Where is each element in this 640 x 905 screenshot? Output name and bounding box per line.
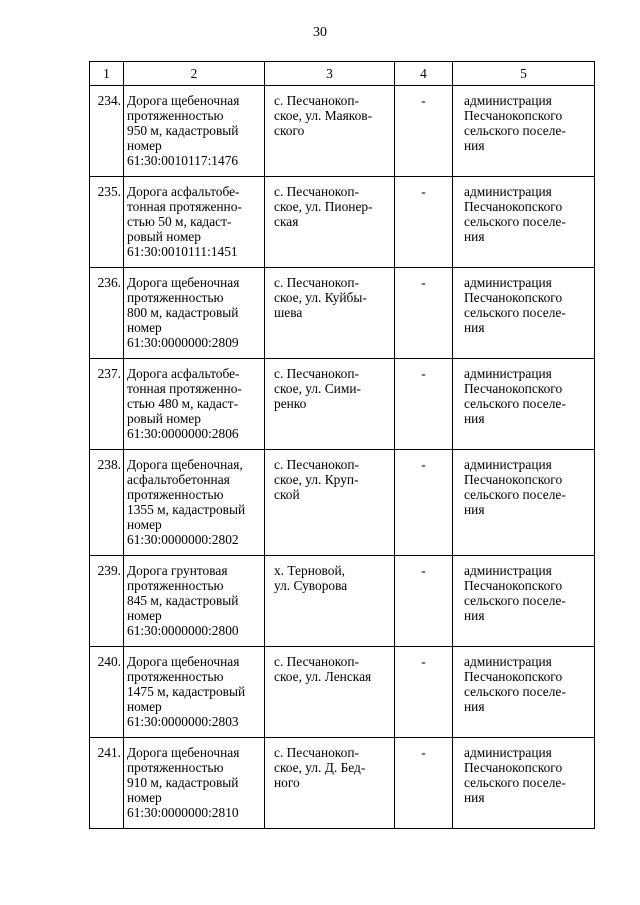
address-line: с. Песчанокоп- bbox=[274, 93, 359, 108]
owner-cell bbox=[453, 738, 595, 829]
owner-line: администрация bbox=[464, 275, 552, 290]
owner-line: ния bbox=[464, 790, 485, 805]
owner-line: ния bbox=[464, 699, 485, 714]
registry-body bbox=[90, 86, 595, 829]
owner-line: ния bbox=[464, 411, 485, 426]
object-name-line: 61:30:0000000:2803 bbox=[127, 714, 239, 729]
object-name-line: 910 м, кадастровый bbox=[127, 775, 239, 790]
owner-line: сельского поселе- bbox=[464, 214, 566, 229]
address-line: ское, ул. Круп- bbox=[274, 472, 359, 487]
address-line: ское, ул. Сими- bbox=[274, 381, 361, 396]
row-number-cell: 236. bbox=[90, 268, 124, 359]
object-name-line: 61:30:0000000:2800 bbox=[127, 623, 239, 638]
row-number-cell: 240. bbox=[90, 647, 124, 738]
object-name-cell bbox=[124, 556, 265, 647]
table-row bbox=[90, 359, 595, 450]
owner-line: администрация bbox=[464, 654, 552, 669]
rights-cell: - bbox=[395, 450, 453, 556]
owner-line: ния bbox=[464, 229, 485, 244]
object-name-line: номер bbox=[127, 517, 162, 532]
object-name-cell bbox=[124, 86, 265, 177]
owner-line: администрация bbox=[464, 563, 552, 578]
address-line: с. Песчанокоп- bbox=[274, 366, 359, 381]
object-name-line: Дорога грунтовая bbox=[127, 563, 228, 578]
owner-line: сельского поселе- bbox=[464, 396, 566, 411]
object-name-cell bbox=[124, 647, 265, 738]
table-row bbox=[90, 738, 595, 829]
owner-line: Песчанокопского bbox=[464, 669, 563, 684]
object-name-line: тонная протяженно- bbox=[127, 381, 242, 396]
owner-line: сельского поселе- bbox=[464, 775, 566, 790]
page-number: 30 bbox=[313, 25, 327, 40]
owner-line: ния bbox=[464, 320, 485, 335]
owner-line: ния bbox=[464, 608, 485, 623]
object-name-line: ровый номер bbox=[127, 411, 201, 426]
row-number-cell: 237. bbox=[90, 359, 124, 450]
table-row bbox=[90, 268, 595, 359]
object-name-line: 61:30:0000000:2802 bbox=[127, 532, 239, 547]
table-row bbox=[90, 647, 595, 738]
owner-line: ния bbox=[464, 138, 485, 153]
owner-line: администрация bbox=[464, 366, 552, 381]
address-line: с. Песчанокоп- bbox=[274, 654, 359, 669]
address-line: ного bbox=[274, 775, 300, 790]
column-header-4: 4 bbox=[395, 62, 453, 86]
object-name-line: Дорога асфальтобе- bbox=[127, 366, 240, 381]
object-name-line: 1475 м, кадастровый bbox=[127, 684, 246, 699]
row-number-cell: 241. bbox=[90, 738, 124, 829]
rights-cell: - bbox=[395, 556, 453, 647]
owner-cell bbox=[453, 359, 595, 450]
object-name-line: 1355 м, кадастровый bbox=[127, 502, 246, 517]
object-name-line: 800 м, кадастровый bbox=[127, 305, 239, 320]
column-header-1: 1 bbox=[90, 62, 124, 86]
owner-line: Песчанокопского bbox=[464, 472, 563, 487]
rights-cell: - bbox=[395, 86, 453, 177]
address-cell bbox=[265, 86, 395, 177]
address-cell bbox=[265, 738, 395, 829]
object-name-line: стью 480 м, кадаст- bbox=[127, 396, 239, 411]
object-name-line: Дорога щебеночная bbox=[127, 275, 240, 290]
address-line: ское, ул. Маяков- bbox=[274, 108, 373, 123]
table-row bbox=[90, 450, 595, 556]
owner-line: Песчанокопского bbox=[464, 760, 563, 775]
row-number-cell: 235. bbox=[90, 177, 124, 268]
object-name-line: Дорога щебеночная bbox=[127, 654, 240, 669]
column-header-5: 5 bbox=[453, 62, 595, 86]
object-name-line: 61:30:0010117:1476 bbox=[127, 153, 239, 168]
object-name-line: номер bbox=[127, 608, 162, 623]
owner-line: ния bbox=[464, 502, 485, 517]
owner-cell bbox=[453, 556, 595, 647]
object-name-cell bbox=[124, 359, 265, 450]
owner-line: администрация bbox=[464, 184, 552, 199]
owner-cell bbox=[453, 86, 595, 177]
object-name-line: асфальтобетонная bbox=[127, 472, 230, 487]
object-name-line: номер bbox=[127, 138, 162, 153]
address-cell bbox=[265, 359, 395, 450]
table-row bbox=[90, 556, 595, 647]
address-line: ская bbox=[274, 214, 299, 229]
owner-line: сельского поселе- bbox=[464, 593, 566, 608]
address-line: ул. Суворова bbox=[274, 578, 348, 593]
object-name-line: номер bbox=[127, 790, 162, 805]
table-row bbox=[90, 86, 595, 177]
owner-line: Песчанокопского bbox=[464, 381, 563, 396]
address-cell bbox=[265, 450, 395, 556]
object-name-line: ровый номер bbox=[127, 229, 201, 244]
table-row bbox=[90, 177, 595, 268]
address-line: с. Песчанокоп- bbox=[274, 745, 359, 760]
object-name-line: тонная протяженно- bbox=[127, 199, 242, 214]
owner-line: администрация bbox=[464, 745, 552, 760]
column-header-2: 2 bbox=[124, 62, 265, 86]
object-name-line: 61:30:0000000:2809 bbox=[127, 335, 239, 350]
address-line: с. Песчанокоп- bbox=[274, 457, 359, 472]
object-name-line: протяженностью bbox=[127, 108, 224, 123]
address-line: ское, ул. Пионер- bbox=[274, 199, 373, 214]
registry-table bbox=[89, 61, 595, 829]
address-line: ренко bbox=[274, 396, 307, 411]
owner-line: сельского поселе- bbox=[464, 305, 566, 320]
owner-line: администрация bbox=[464, 93, 552, 108]
owner-cell bbox=[453, 450, 595, 556]
address-cell bbox=[265, 647, 395, 738]
owner-line: Песчанокопского bbox=[464, 199, 563, 214]
object-name-line: протяженностью bbox=[127, 760, 224, 775]
address-cell bbox=[265, 268, 395, 359]
object-name-cell bbox=[124, 268, 265, 359]
rights-cell: - bbox=[395, 359, 453, 450]
object-name-line: 950 м, кадастровый bbox=[127, 123, 239, 138]
object-name-line: Дорога асфальтобе- bbox=[127, 184, 240, 199]
address-line: с. Песчанокоп- bbox=[274, 275, 359, 290]
address-line: ское, ул. Куйбы- bbox=[274, 290, 367, 305]
owner-line: сельского поселе- bbox=[464, 487, 566, 502]
object-name-cell bbox=[124, 738, 265, 829]
owner-cell bbox=[453, 268, 595, 359]
rights-cell: - bbox=[395, 268, 453, 359]
object-name-line: номер bbox=[127, 699, 162, 714]
address-line: ской bbox=[274, 487, 300, 502]
object-name-line: протяженностью bbox=[127, 578, 224, 593]
object-name-line: 61:30:0010111:1451 bbox=[127, 244, 238, 259]
owner-cell bbox=[453, 177, 595, 268]
owner-line: Песчанокопского bbox=[464, 290, 563, 305]
object-name-line: 61:30:0000000:2810 bbox=[127, 805, 239, 820]
object-name-line: 61:30:0000000:2806 bbox=[127, 426, 239, 441]
rights-cell: - bbox=[395, 177, 453, 268]
object-name-line: стью 50 м, кадаст- bbox=[127, 214, 232, 229]
object-name-line: протяженностью bbox=[127, 290, 224, 305]
header-row bbox=[90, 62, 595, 86]
object-name-line: 845 м, кадастровый bbox=[127, 593, 239, 608]
address-line: ское, ул. Д. Бед- bbox=[274, 760, 366, 775]
address-line: шева bbox=[274, 305, 303, 320]
address-cell bbox=[265, 177, 395, 268]
address-line: ского bbox=[274, 123, 305, 138]
address-line: ское, ул. Ленская bbox=[274, 669, 372, 684]
owner-line: Песчанокопского bbox=[464, 578, 563, 593]
owner-line: сельского поселе- bbox=[464, 123, 566, 138]
owner-line: администрация bbox=[464, 457, 552, 472]
owner-line: Песчанокопского bbox=[464, 108, 563, 123]
object-name-line: протяженностью bbox=[127, 669, 224, 684]
address-cell bbox=[265, 556, 395, 647]
row-number-cell: 239. bbox=[90, 556, 124, 647]
owner-cell bbox=[453, 647, 595, 738]
rights-cell: - bbox=[395, 647, 453, 738]
row-number-cell: 238. bbox=[90, 450, 124, 556]
object-name-line: Дорога щебеночная bbox=[127, 93, 240, 108]
object-name-line: протяженностью bbox=[127, 487, 224, 502]
object-name-line: Дорога щебеночная, bbox=[127, 457, 243, 472]
object-name-line: Дорога щебеночная bbox=[127, 745, 240, 760]
address-line: с. Песчанокоп- bbox=[274, 184, 359, 199]
rights-cell: - bbox=[395, 738, 453, 829]
address-line: х. Терновой, bbox=[274, 563, 345, 578]
object-name-line: номер bbox=[127, 320, 162, 335]
object-name-cell bbox=[124, 450, 265, 556]
object-name-cell bbox=[124, 177, 265, 268]
row-number-cell: 234. bbox=[90, 86, 124, 177]
owner-line: сельского поселе- bbox=[464, 684, 566, 699]
column-header-3: 3 bbox=[265, 62, 395, 86]
